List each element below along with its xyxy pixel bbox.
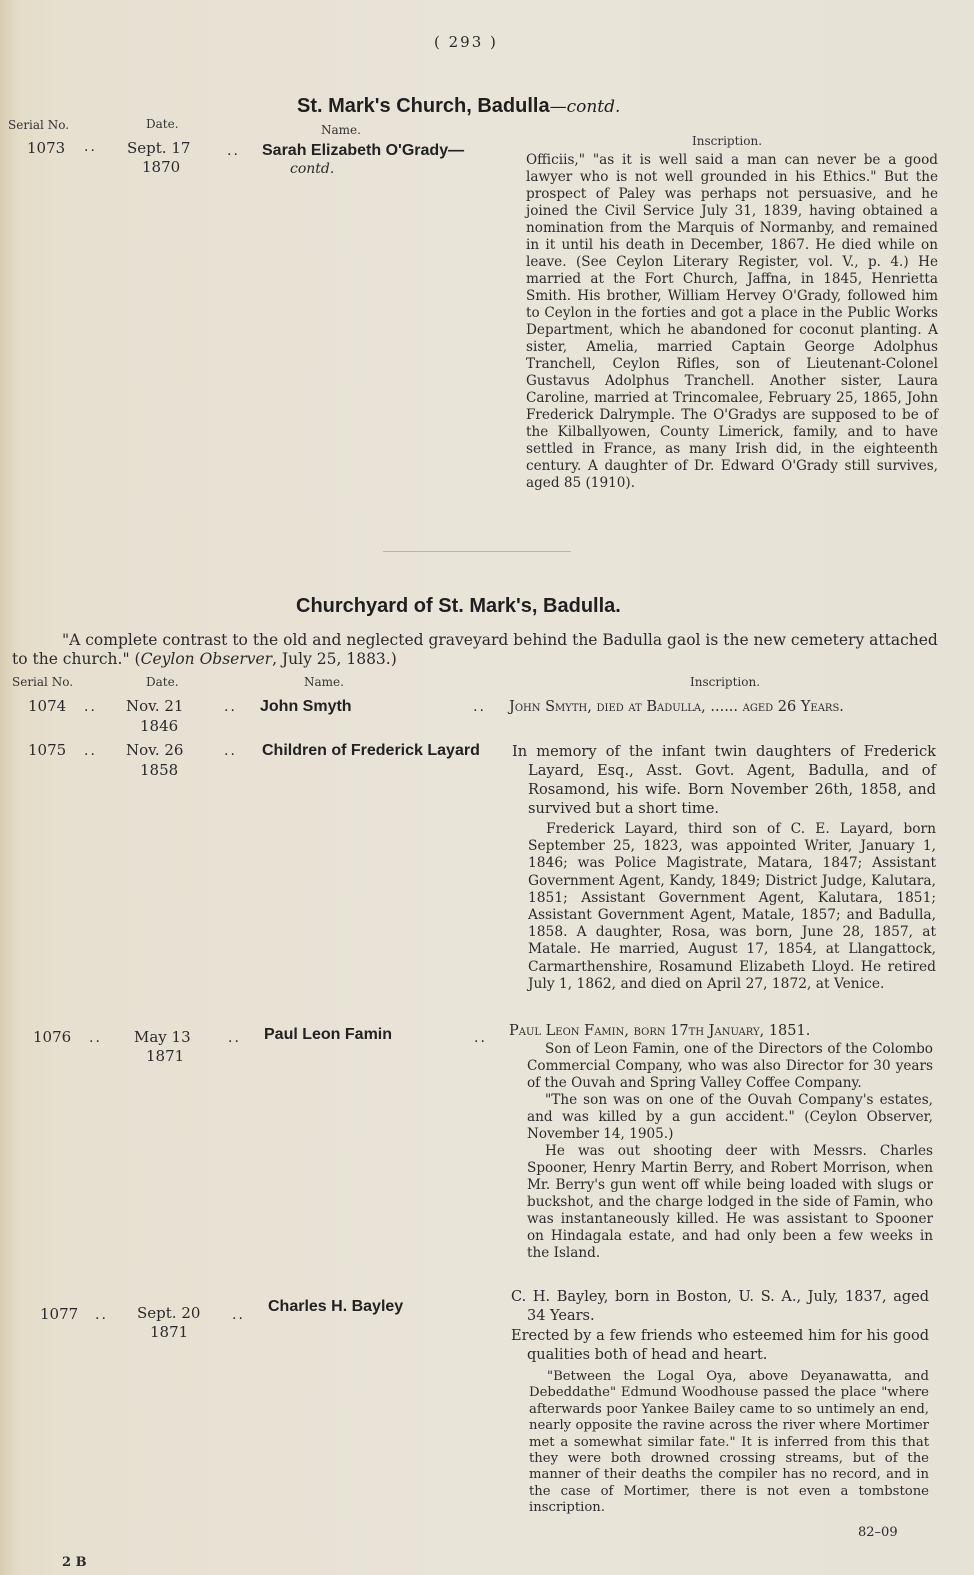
entry-year: 1858 (140, 761, 179, 779)
leader-dots: .. (84, 139, 97, 155)
section-title-churchyard: Churchyard of St. Mark's, Badulla. (296, 595, 621, 617)
entry-date: Sept. 17 (127, 139, 191, 157)
inscription-paragraph: C. H. Bayley, born in Boston, U. S. A., July, 1837, aged 34 Years. (511, 1289, 929, 1324)
page-number: ( 293 ) (434, 33, 498, 51)
leader-dots: .. (474, 1030, 487, 1046)
intro-quote: "A complete contrast to the old and neglected graveyard behind the Badulla gaol is the new cemetery attached to the church." (12, 631, 938, 668)
entry-date: Nov. 21 (126, 697, 184, 715)
inscription-paragraph: Son of Leon Famin, one of the Directors of the Colombo Commercial Company, who was also Director for 30 years of the Ouvah and Spring Valley Coffee Company. (527, 1041, 933, 1091)
inscription-paragraph: Erected by a few friends who esteemed him for his good qualities both of head and heart. (511, 1328, 929, 1363)
leader-dots: .. (84, 699, 97, 715)
section-intro (12, 631, 938, 669)
leader-dots: .. (224, 743, 237, 759)
inscription-paragraph: Officiis," "as it is well said a man can never be a good lawyer who is not well grounded in his Ethics." But the prospect of Paley was perhaps not persuasive, and he joined the Civil Service July 31, 1839, having obtained a nomination from the Marquis of Normanby, and remained in it until his death in December, 1867. He died while on leave. (See Ceylon Literary Register, vol. V., p. 4.) He married at the Fort Church, Jaffna, in 1845, Henrietta Smith. His brother, William Hervey O'Grady, followed him to Ceylon in the forties and got a place in the Public Works Department, which he abandoned for coconut planting. A sister, Amelia, married Captain George Adolphus Tranchell, Ceylon Rifles, son of Lieutenant-Colonel Gustavus Adolphus Tranchell. Another sister, Laura Caroline, married at Trincomalee, February 25, 1865, John Frederick Dalrymple. The O'Gradys are supposed to be of the Kilballyowen, County Limerick, family, and to have settled in France, as many Irish did, in the eighteenth century. A daughter of Dr. Edward O'Grady still survives, aged 85 (1910). (526, 152, 938, 491)
serial-number: 1077 (40, 1305, 79, 1323)
leader-dots: .. (228, 1030, 241, 1046)
header-date: Date. (146, 117, 179, 131)
entry-name: John Smyth (260, 698, 352, 715)
leader-dots: .. (89, 1030, 102, 1046)
entry-year: 1846 (140, 717, 179, 735)
header-serial-no: Serial No. (8, 118, 70, 132)
header-inscription: Inscription. (692, 134, 763, 148)
entry-inscription (526, 152, 938, 492)
signature-mark: 2 B (62, 1555, 87, 1570)
section-title-st-marks-church (297, 95, 620, 118)
leader-dots: .. (232, 1307, 245, 1323)
entry-inscription (512, 742, 936, 993)
section-title-contd: —contd. (549, 97, 621, 117)
entry-inscription (511, 1288, 929, 1517)
entry-name: Charles H. Bayley (268, 1298, 404, 1315)
serial-number: 1075 (28, 741, 67, 759)
entry-year: 1871 (150, 1323, 189, 1341)
inscription-paragraph: In memory of the infant twin daughters of Frederick Layard, Esq., Asst. Govt. Agent, Badulla, and of Rosamond, his wife. Born November 26th, 1858, and survived but a short time. (512, 743, 936, 817)
header-date: Date. (146, 675, 179, 689)
header-name: Name. (304, 675, 344, 689)
inscription-paragraph: "The son was on one of the Ouvah Company's estates, and was killed by a gun accident." (Ceylon Observer, November 14, 1905.) (527, 1092, 933, 1142)
entry-date: Nov. 26 (126, 741, 184, 759)
header-serial-no: Serial No. (12, 675, 74, 689)
serial-number: 1073 (27, 139, 66, 157)
header-name: Name. (321, 123, 361, 137)
entry-name: Children of Frederick Layard (262, 742, 480, 759)
print-code: 82–09 (858, 1525, 898, 1540)
entry-date: May 13 (134, 1028, 191, 1046)
leader-dots: .. (224, 699, 237, 715)
leader-dots: .. (227, 143, 240, 159)
intro-open-paren: ( (134, 650, 141, 668)
entry-date: Sept. 20 (137, 1304, 201, 1322)
inscription-paragraph: Paul Leon Famin, born 17th January, 1851. (509, 1023, 811, 1039)
intro-source: Ceylon Observer (140, 650, 273, 668)
inscription-paragraph: "Between the Logal Oya, above Deyanawatta, and Debeddathe" Edmund Woodhouse passed the place "where afterwards poor Yankee Bailey came to so untimely an end, nearly opposite the ravine across the river where Mortimer met a somewhat similar fate." It is inferred from this that they were both drowned crossing streams, but of the manner of their deaths the compiler has no record, and in the case of Mortimer, there is not even a tombstone inscription. (529, 1369, 929, 1516)
leader-dots: .. (84, 743, 97, 759)
section-title-text: St. Mark's Church, Badulla (297, 95, 550, 117)
entry-year: 1870 (142, 158, 181, 176)
section-divider (383, 551, 571, 552)
leader-dots: .. (473, 699, 486, 715)
entry-inscription (509, 1022, 933, 1262)
header-inscription: Inscription. (690, 675, 761, 689)
intro-date: , July 25, 1883.) (272, 650, 397, 668)
inscription-paragraph: Frederick Layard, third son of C. E. Layard, born September 25, 1823, was appointed Writer, January 1, 1846; was Police Magistrate, Matara, 1847; Assistant Government Agent, Kandy, 1849; District Judge, Kalutara, 1851; Assistant Government Agent, Kalutara, 1851; Assistant Government Agent, Matale, 1857; and Badulla, 1858. A daughter, Rosa, was born, June 28, 1857, at Matale. He married, August 17, 1854, at Llangattock, Carmarthenshire, Rosamund Elizabeth Lloyd. He retired July 1, 1862, and died on April 27, 1872, at Venice. (528, 821, 936, 992)
entry-inscription (509, 699, 939, 716)
entry-name-contd: contd. (290, 161, 335, 177)
entry-name: Paul Leon Famin (264, 1026, 393, 1043)
leader-dots: .. (95, 1307, 108, 1323)
inscription-paragraph: John Smyth, died at Badulla, ...... aged 26 Years. (509, 699, 844, 715)
entry-year: 1871 (146, 1047, 185, 1065)
inscription-paragraph: He was out shooting deer with Messrs. Charles Spooner, Henry Martin Berry, and Robert Morrison, when Mr. Berry's gun went off while being loaded with slugs or buckshot, and the charge lodged in the side of Famin, who was instantaneously killed. He was assistant to Spooner on Hindagala estate, and had only been a few weeks in the Island. (527, 1143, 933, 1261)
serial-number: 1074 (28, 697, 67, 715)
serial-number: 1076 (33, 1028, 72, 1046)
entry-name: Sarah Elizabeth O'Grady— (262, 142, 465, 159)
